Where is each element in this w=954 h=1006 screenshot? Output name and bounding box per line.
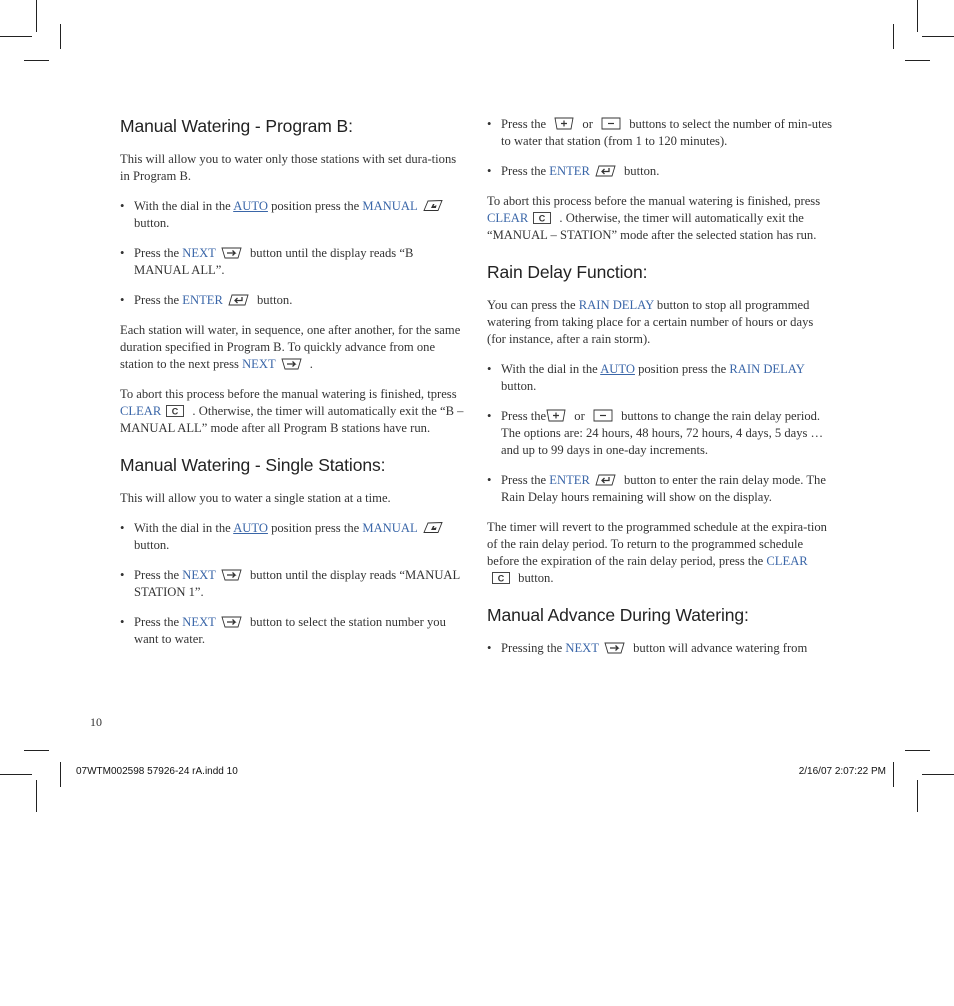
slug-filename: 07WTM002598 57926-24 rA.indd 10 [76,766,238,777]
text: Press the [501,117,550,131]
svg-text:C: C [497,573,505,584]
heading-program-b: Manual Watering - Program B: [120,116,353,136]
text: button to select the station number you want to water. [134,615,446,646]
minus-icon [593,409,613,422]
text: Press the [501,409,547,423]
keyword-enter: ENTER [549,164,590,178]
keyword-clear: CLEAR [120,404,162,418]
svg-text:C: C [172,406,179,417]
list-item [120,292,465,309]
text: button. [134,538,170,552]
list-item [120,567,465,601]
text: With the dial in the [134,199,234,213]
crop-mark [36,0,37,32]
paragraph [487,297,835,348]
crop-mark [60,762,61,787]
crop-mark [24,750,49,751]
text: or [579,117,597,131]
crop-mark [893,762,894,787]
list-item [487,116,835,150]
text: buttons to change the rain delay period. The options are: 24 hours, 48 hours, 72 hours, 4 days, 5 days … and up to 99 days in one-day increments. [501,409,824,457]
text: Press the [501,164,550,178]
paragraph [120,322,465,373]
keyword-next: NEXT [182,615,216,629]
crop-mark [917,780,918,812]
text: Press the [134,615,183,629]
keyword-manual: MANUAL [362,521,418,535]
list-item [120,614,465,648]
plus-icon [546,409,566,422]
text: position press the [267,199,363,213]
text: . Otherwise, the timer will automatically exit the “MANUAL – STATION” mode after the selected station has run. [487,211,817,242]
crop-mark [0,774,32,775]
clear-c-icon [166,405,184,417]
text: With the dial in the [501,362,601,376]
next-arrow-icon [221,247,242,259]
text: button. [620,164,660,178]
crop-mark [905,750,930,751]
list-item [487,472,835,506]
text: button. [253,293,293,307]
text: Pressing the [501,641,566,655]
left-column [120,116,465,661]
list-item [120,198,465,232]
text: To abort this process before the manual watering is finished, tpress [120,387,457,401]
keyword-next: NEXT [242,357,276,371]
text: button to enter the rain delay mode. The Rain Delay hours remaining will show on the display. [501,473,826,504]
text: position press the [634,362,730,376]
next-arrow-icon [604,642,625,654]
crop-mark [24,60,49,61]
crop-mark [0,36,32,37]
crop-mark [905,60,930,61]
keyword-next: NEXT [182,246,216,260]
crop-mark [893,24,894,49]
text: button until the display reads “B MANUAL ALL”. [134,246,414,277]
keyword-rain-delay: RAIN DELAY [578,298,654,312]
list-item [487,408,835,459]
text: You can press the [487,298,579,312]
text: Each station will water, in sequence, one after another, for the same duration specified in Program B. To quickly advance from one station to the next press [120,323,461,371]
next-arrow-icon [221,616,242,628]
text: . Otherwise, the timer will automatically exit the “B – MANUAL ALL” mode after all Program B stations have run. [120,404,464,435]
heading-manual-advance: Manual Advance During Watering: [487,605,749,625]
text: With the dial in the [134,521,234,535]
text: . [306,357,313,371]
keyword-rain-delay: RAIN DELAY [729,362,805,376]
heading-rain-delay: Rain Delay Function: [487,262,648,282]
text: To abort this process before the manual watering is finished, press [487,194,821,208]
crop-mark [917,0,918,32]
clear-c-icon [533,212,551,224]
text: button until the display reads “MANUAL STATION 1”. [134,568,460,599]
plus-icon [554,117,574,130]
list-item [120,245,465,279]
list-item [487,361,835,395]
crop-mark [922,774,954,775]
text: button. [515,571,554,585]
page-number: 10 [90,715,102,729]
text: Press the [134,246,183,260]
list-item [487,163,835,180]
keyword-clear: CLEAR [766,554,808,568]
keyword-manual: MANUAL [362,199,418,213]
enter-return-icon [228,294,249,306]
text: button. [134,216,170,230]
text: The timer will revert to the programmed schedule at the expira-tion of the rain delay period. To return to the programmed schedule before the expiration of the rain delay period, press the [487,520,827,568]
right-column [487,116,835,670]
text: button. [501,379,537,393]
list-item [120,520,465,554]
paragraph [487,193,835,244]
keyword-clear: CLEAR [487,211,529,225]
keyword-auto: AUTO [233,199,268,213]
keyword-next: NEXT [182,568,216,582]
paragraph: This will allow you to water a single station at a time. [120,491,391,505]
text: position press the [267,521,363,535]
text: button to stop all programmed watering from taking place for a certain number of hours or days (for instance, after a rain storm). [487,298,814,346]
keyword-auto: AUTO [233,521,268,535]
paragraph [487,519,835,587]
text: Press the [501,473,550,487]
crop-mark [36,780,37,812]
slug-date: 2/16/07 2:07:22 PM [798,766,886,777]
text: Press the [134,568,183,582]
manual-hand-icon [423,199,443,212]
crop-mark [922,36,954,37]
svg-text:C: C [539,213,546,224]
heading-single-stations: Manual Watering - Single Stations: [120,455,386,475]
paragraph [120,386,465,437]
enter-return-icon [595,165,616,177]
list-item [487,640,835,657]
paragraph: This will allow you to water only those stations with set dura-tions in Program B. [120,152,457,183]
keyword-auto: AUTO [600,362,635,376]
keyword-next: NEXT [565,641,599,655]
text: button will advance watering from [629,641,808,655]
text: Press the [134,293,183,307]
minus-icon [601,117,621,130]
crop-mark [60,24,61,49]
text: buttons to select the number of min-utes to water that station (from 1 to 120 minutes). [501,117,833,148]
text: or [571,409,588,423]
next-arrow-icon [281,358,302,370]
manual-hand-icon [423,521,443,534]
clear-c-icon [492,572,510,584]
keyword-enter: ENTER [549,473,590,487]
keyword-enter: ENTER [182,293,223,307]
next-arrow-icon [221,569,242,581]
enter-return-icon [595,474,616,486]
